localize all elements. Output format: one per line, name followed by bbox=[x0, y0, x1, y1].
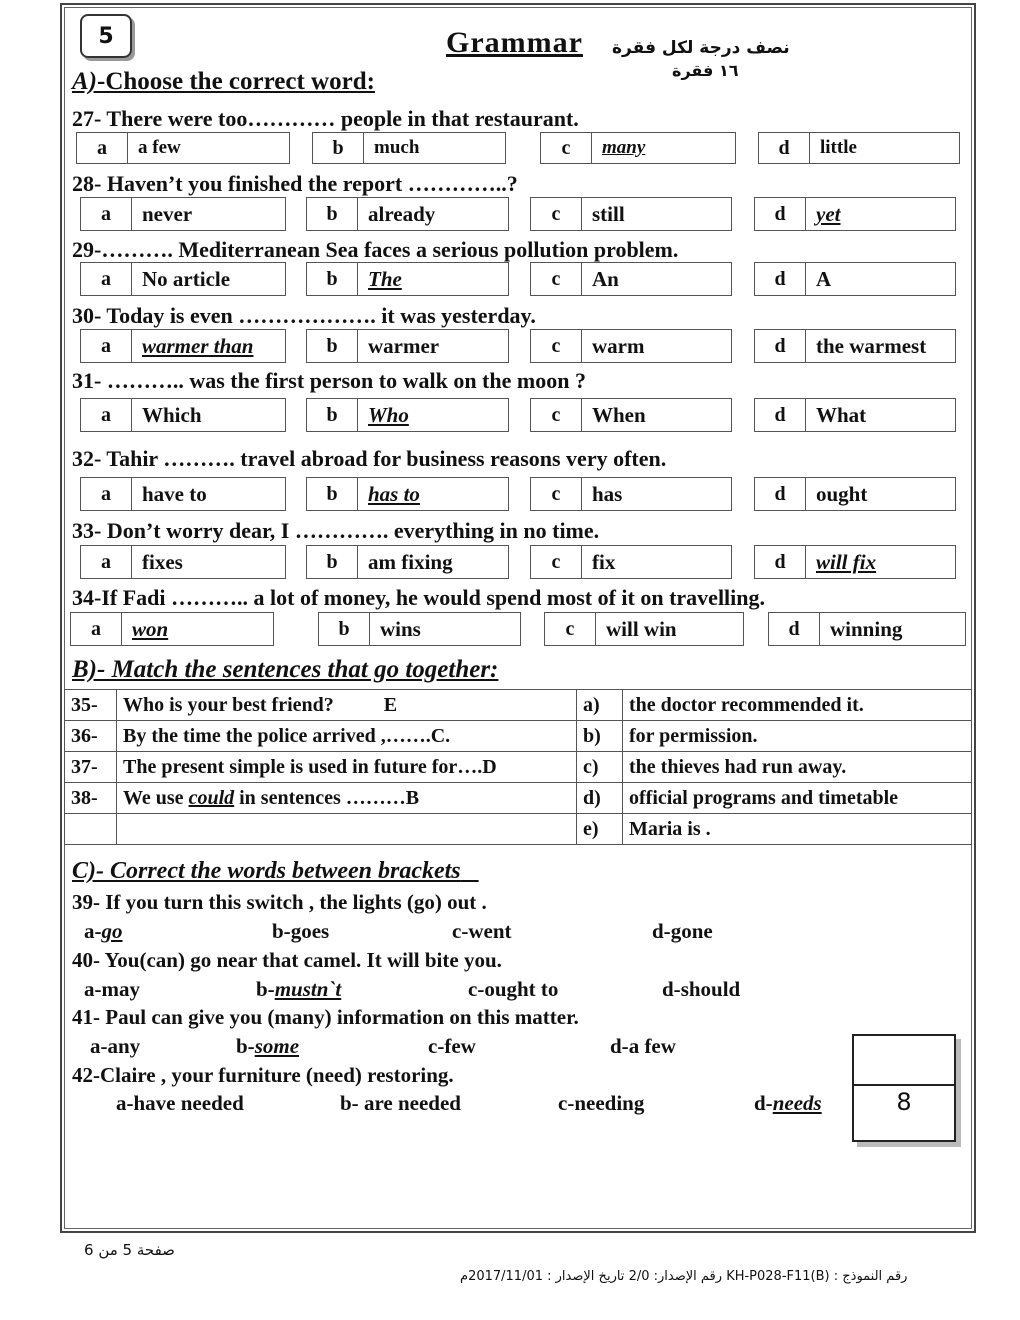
answer-option[interactable] bbox=[306, 329, 509, 363]
option-text: winning bbox=[830, 616, 903, 641]
option-letter: c bbox=[531, 399, 582, 431]
answer-option[interactable]: d-should bbox=[662, 977, 741, 1001]
option-text: No article bbox=[142, 266, 231, 291]
option-text: warmer than bbox=[142, 333, 254, 358]
option-text: warmer bbox=[368, 333, 440, 358]
page-number-badge: 5 bbox=[80, 14, 132, 58]
row-number: 38- bbox=[65, 783, 117, 814]
option-text: ought bbox=[816, 481, 868, 506]
right-sentence: Maria is . bbox=[623, 814, 972, 845]
answer-option[interactable]: b-goes bbox=[272, 919, 330, 943]
option-text: wins bbox=[380, 616, 421, 641]
row-letter: c) bbox=[577, 752, 623, 783]
option-letter: c bbox=[531, 330, 582, 362]
row-number: 35- bbox=[65, 690, 117, 721]
answer-option[interactable] bbox=[544, 612, 744, 646]
answer-option[interactable] bbox=[306, 262, 509, 296]
answer-option[interactable] bbox=[306, 477, 509, 511]
answer-option[interactable] bbox=[80, 398, 286, 432]
option-text: still bbox=[592, 201, 625, 226]
row-letter: b) bbox=[577, 721, 623, 752]
option-text: will win bbox=[606, 616, 677, 641]
option-text: What bbox=[816, 402, 867, 427]
score-box bbox=[852, 1034, 956, 1142]
answer-option[interactable] bbox=[306, 398, 509, 432]
answer-option[interactable] bbox=[80, 197, 286, 231]
answer-option[interactable] bbox=[530, 262, 732, 296]
answer-option[interactable]: b- are needed bbox=[340, 1091, 461, 1115]
answer-option[interactable] bbox=[530, 545, 732, 579]
table-row bbox=[65, 783, 972, 814]
question-text: 27- There were too………… people in that restaurant. bbox=[72, 106, 579, 131]
section-c-heading: C)- Correct the words between brackets bbox=[72, 858, 461, 884]
question-text: 28- Haven’t you finished the report …………..? bbox=[72, 171, 518, 196]
answer-option[interactable] bbox=[754, 329, 956, 363]
row-number bbox=[65, 814, 117, 845]
question-text: 39- If you turn this switch , the lights (go) out . bbox=[72, 890, 487, 914]
option-letter: a bbox=[77, 133, 128, 163]
score-box-empty-cell bbox=[854, 1036, 954, 1086]
answer-option[interactable]: c-few bbox=[428, 1034, 476, 1058]
section-b-heading: B)- Match the sentences that go together: bbox=[72, 656, 499, 683]
option-letter: b bbox=[307, 263, 358, 295]
answer-option[interactable]: a-any bbox=[90, 1034, 141, 1058]
option-letter: a bbox=[81, 330, 132, 362]
answer-option[interactable] bbox=[530, 398, 732, 432]
matching-table bbox=[64, 689, 972, 845]
option-text: already bbox=[368, 201, 436, 226]
row-number: 36- bbox=[65, 721, 117, 752]
row-letter: d) bbox=[577, 783, 623, 814]
score-value: 8 bbox=[896, 1088, 912, 1116]
option-text: has to bbox=[368, 481, 420, 506]
answer-option[interactable]: c-ought to bbox=[468, 977, 559, 1001]
question-text: 41- Paul can give you (many) information on this matter. bbox=[72, 1005, 579, 1029]
answer-option[interactable] bbox=[80, 545, 286, 579]
option-letter: a bbox=[81, 478, 132, 510]
option-text: am fixing bbox=[368, 549, 453, 574]
option-letter: b bbox=[319, 613, 370, 645]
option-letter: d bbox=[755, 330, 806, 362]
answer-option[interactable] bbox=[530, 197, 732, 231]
right-sentence: the thieves had run away. bbox=[623, 752, 972, 783]
section-a-heading: A)-Choose the correct word: bbox=[72, 68, 375, 95]
option-letter: c bbox=[531, 478, 582, 510]
option-letter: b bbox=[313, 133, 364, 163]
option-letter: c bbox=[531, 546, 582, 578]
answer-option[interactable] bbox=[754, 545, 956, 579]
option-letter: b bbox=[307, 198, 358, 230]
table-row bbox=[65, 752, 972, 783]
answer-option[interactable] bbox=[768, 612, 966, 646]
option-text: Who bbox=[368, 402, 409, 427]
option-letter: a bbox=[81, 399, 132, 431]
option-letter: b bbox=[307, 330, 358, 362]
right-sentence: the doctor recommended it. bbox=[623, 690, 972, 721]
answer-option[interactable]: a-have needed bbox=[116, 1091, 244, 1115]
option-text: have to bbox=[142, 481, 207, 506]
form-info-footer: رقم النموذج : (KH-P028-F11(B رقم الإصدار: 2/0 تاريخ الإصدار : 2017/11/01م bbox=[460, 1269, 908, 1284]
option-text: has bbox=[592, 481, 623, 506]
row-number: 37- bbox=[65, 752, 117, 783]
option-letter: c bbox=[541, 133, 592, 163]
option-letter: d bbox=[755, 198, 806, 230]
answer-option[interactable] bbox=[758, 132, 960, 164]
option-letter: b bbox=[307, 478, 358, 510]
answer-option[interactable] bbox=[80, 262, 286, 296]
option-letter: b bbox=[307, 399, 358, 431]
question-text: 42-Claire , your furniture (need) restoring. bbox=[72, 1063, 454, 1087]
option-text: never bbox=[142, 201, 193, 226]
page-of-footer: صفحة 5 من 6 bbox=[84, 1241, 175, 1259]
option-text: A bbox=[816, 266, 832, 291]
question-text: 31- ……….. was the first person to walk on the moon ? bbox=[72, 368, 586, 393]
left-sentence: We use could in sentences ………B bbox=[117, 783, 577, 814]
answer-option[interactable] bbox=[80, 329, 286, 363]
left-sentence bbox=[117, 814, 577, 845]
right-sentence: for permission. bbox=[623, 721, 972, 752]
option-text: a few bbox=[138, 137, 181, 158]
question-text: 40- You(can) go near that camel. It will bite you. bbox=[72, 948, 502, 972]
answer-option[interactable] bbox=[306, 197, 509, 231]
page-title: Grammar bbox=[446, 26, 583, 59]
table-row bbox=[65, 690, 972, 721]
answer-option[interactable] bbox=[76, 132, 290, 164]
option-text: much bbox=[374, 137, 420, 158]
option-letter: d bbox=[755, 546, 806, 578]
question-text: 34-If Fadi ……….. a lot of money, he would spend most of it on travelling. bbox=[72, 585, 766, 610]
option-text: yet bbox=[816, 201, 841, 226]
option-text: The bbox=[368, 266, 402, 291]
option-text: An bbox=[592, 266, 619, 291]
option-letter: a bbox=[81, 263, 132, 295]
answer-option[interactable] bbox=[80, 477, 286, 511]
question-text: 29-………. Mediterranean Sea faces a serious pollution problem. bbox=[72, 237, 679, 262]
answer-option[interactable]: d-a few bbox=[610, 1034, 676, 1058]
answer-option[interactable]: d-gone bbox=[652, 919, 713, 943]
option-letter: a bbox=[81, 546, 132, 578]
option-letter: b bbox=[307, 546, 358, 578]
answer-option[interactable] bbox=[754, 262, 956, 296]
option-letter: d bbox=[759, 133, 810, 163]
option-text: When bbox=[592, 402, 646, 427]
answer-option[interactable] bbox=[312, 132, 506, 164]
left-sentence: By the time the police arrived ,…….C. bbox=[117, 721, 577, 752]
table-row bbox=[65, 814, 972, 845]
option-letter: a bbox=[81, 198, 132, 230]
question-text: 32- Tahir ………. travel abroad for business reasons very often. bbox=[72, 446, 667, 471]
option-text: many bbox=[602, 137, 646, 158]
answer-option[interactable] bbox=[530, 477, 732, 511]
answer-option[interactable]: d-needs bbox=[754, 1091, 822, 1115]
answer-option[interactable] bbox=[540, 132, 736, 164]
answer-option[interactable] bbox=[754, 197, 956, 231]
option-text: fix bbox=[592, 549, 616, 574]
option-letter: d bbox=[755, 263, 806, 295]
option-text: won bbox=[132, 616, 169, 641]
question-text: 33- Don’t worry dear, I …………. everything in no time. bbox=[72, 518, 600, 543]
option-letter: c bbox=[545, 613, 596, 645]
row-letter: a) bbox=[577, 690, 623, 721]
option-letter: d bbox=[755, 399, 806, 431]
answer-option[interactable]: b-mustn`t bbox=[256, 977, 342, 1001]
option-letter: d bbox=[755, 478, 806, 510]
option-letter: d bbox=[769, 613, 820, 645]
answer-option[interactable] bbox=[318, 612, 521, 646]
answer-option[interactable]: c-went bbox=[452, 919, 512, 943]
left-sentence: Who is your best friend? E bbox=[117, 690, 577, 721]
answer-option[interactable] bbox=[70, 612, 274, 646]
answer-option[interactable] bbox=[754, 398, 956, 432]
option-letter: a bbox=[71, 613, 122, 645]
answer-option[interactable]: b-some bbox=[236, 1034, 300, 1058]
answer-option[interactable]: c-needing bbox=[558, 1091, 645, 1115]
answer-option[interactable] bbox=[530, 329, 732, 363]
arabic-items-count: ١٦ فقرة bbox=[672, 61, 739, 80]
option-text: warm bbox=[592, 333, 645, 358]
option-text: little bbox=[820, 137, 857, 158]
option-text: will fix bbox=[816, 549, 877, 574]
option-text: fixes bbox=[142, 549, 183, 574]
option-letter: c bbox=[531, 198, 582, 230]
answer-option[interactable]: a-may bbox=[84, 977, 140, 1001]
arabic-grading-note: نصف درجة لكل فقرة bbox=[612, 38, 790, 58]
option-text: the warmest bbox=[816, 333, 927, 358]
answer-option[interactable]: a-go bbox=[84, 919, 123, 943]
table-row bbox=[65, 721, 972, 752]
option-letter: c bbox=[531, 263, 582, 295]
row-letter: e) bbox=[577, 814, 623, 845]
left-sentence: The present simple is used in future for….D bbox=[117, 752, 577, 783]
answer-option[interactable] bbox=[754, 477, 956, 511]
answer-option[interactable] bbox=[306, 545, 509, 579]
question-text: 30- Today is even ………………. it was yesterday. bbox=[72, 303, 536, 328]
option-text: Which bbox=[142, 402, 202, 427]
right-sentence: official programs and timetable bbox=[623, 783, 972, 814]
